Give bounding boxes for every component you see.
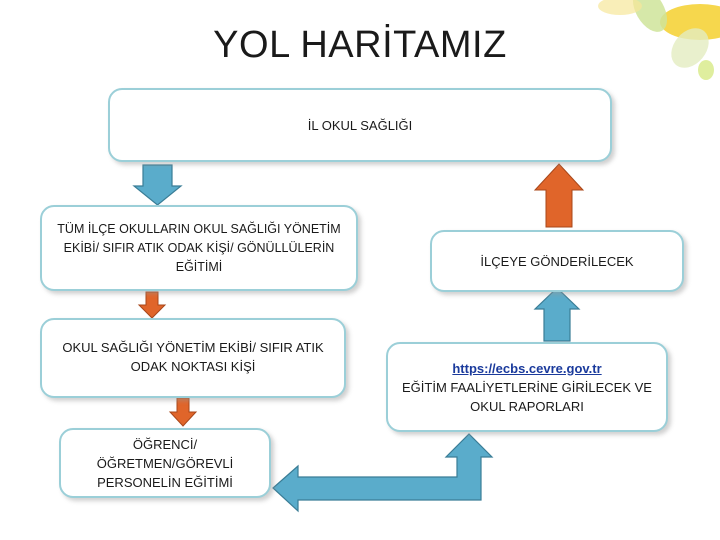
box-label: EĞİTİM FAALİYETLERİNE GİRİLECEK VE OKUL RAPORLARI bbox=[402, 379, 652, 414]
box-label: ÖĞRENCİ/ ÖĞRETMEN/GÖREVLİ PERSONELİN EĞİTİMİ bbox=[96, 436, 234, 490]
box-ilceye-gonderilecek bbox=[430, 230, 684, 292]
box-il-okul-sagligi bbox=[108, 88, 612, 162]
ecbs-link[interactable]: https://ecbs.cevre.gov.tr bbox=[452, 360, 602, 376]
box-okul-sagligi-odak-kisi bbox=[40, 318, 346, 398]
page-title: YOL HARİTAMIZ bbox=[213, 24, 507, 66]
box-label: TÜM İLÇE OKULLARIN OKUL SAĞLIĞI YÖNETİM EKİBİ/ SIFIR ATIK ODAK KİŞİ/ GÖNÜLLÜLERİN EĞİTİMİ bbox=[57, 221, 341, 274]
box-label: İL OKUL SAĞLIĞI bbox=[307, 117, 413, 133]
box-ogrenci-ogretmen-egitimi bbox=[59, 428, 271, 498]
box-ecbs-raporlari bbox=[386, 342, 668, 432]
petal-shape bbox=[598, 0, 642, 15]
box-label: İLÇEYE GÖNDERİLECEK bbox=[480, 253, 634, 269]
box-label: OKUL SAĞLIĞI YÖNETİM EKİBİ/ SIFIR ATIK ODAK NOKTASI KİŞİ bbox=[62, 340, 324, 374]
box-ilce-okullarin-egitimi bbox=[40, 205, 358, 291]
